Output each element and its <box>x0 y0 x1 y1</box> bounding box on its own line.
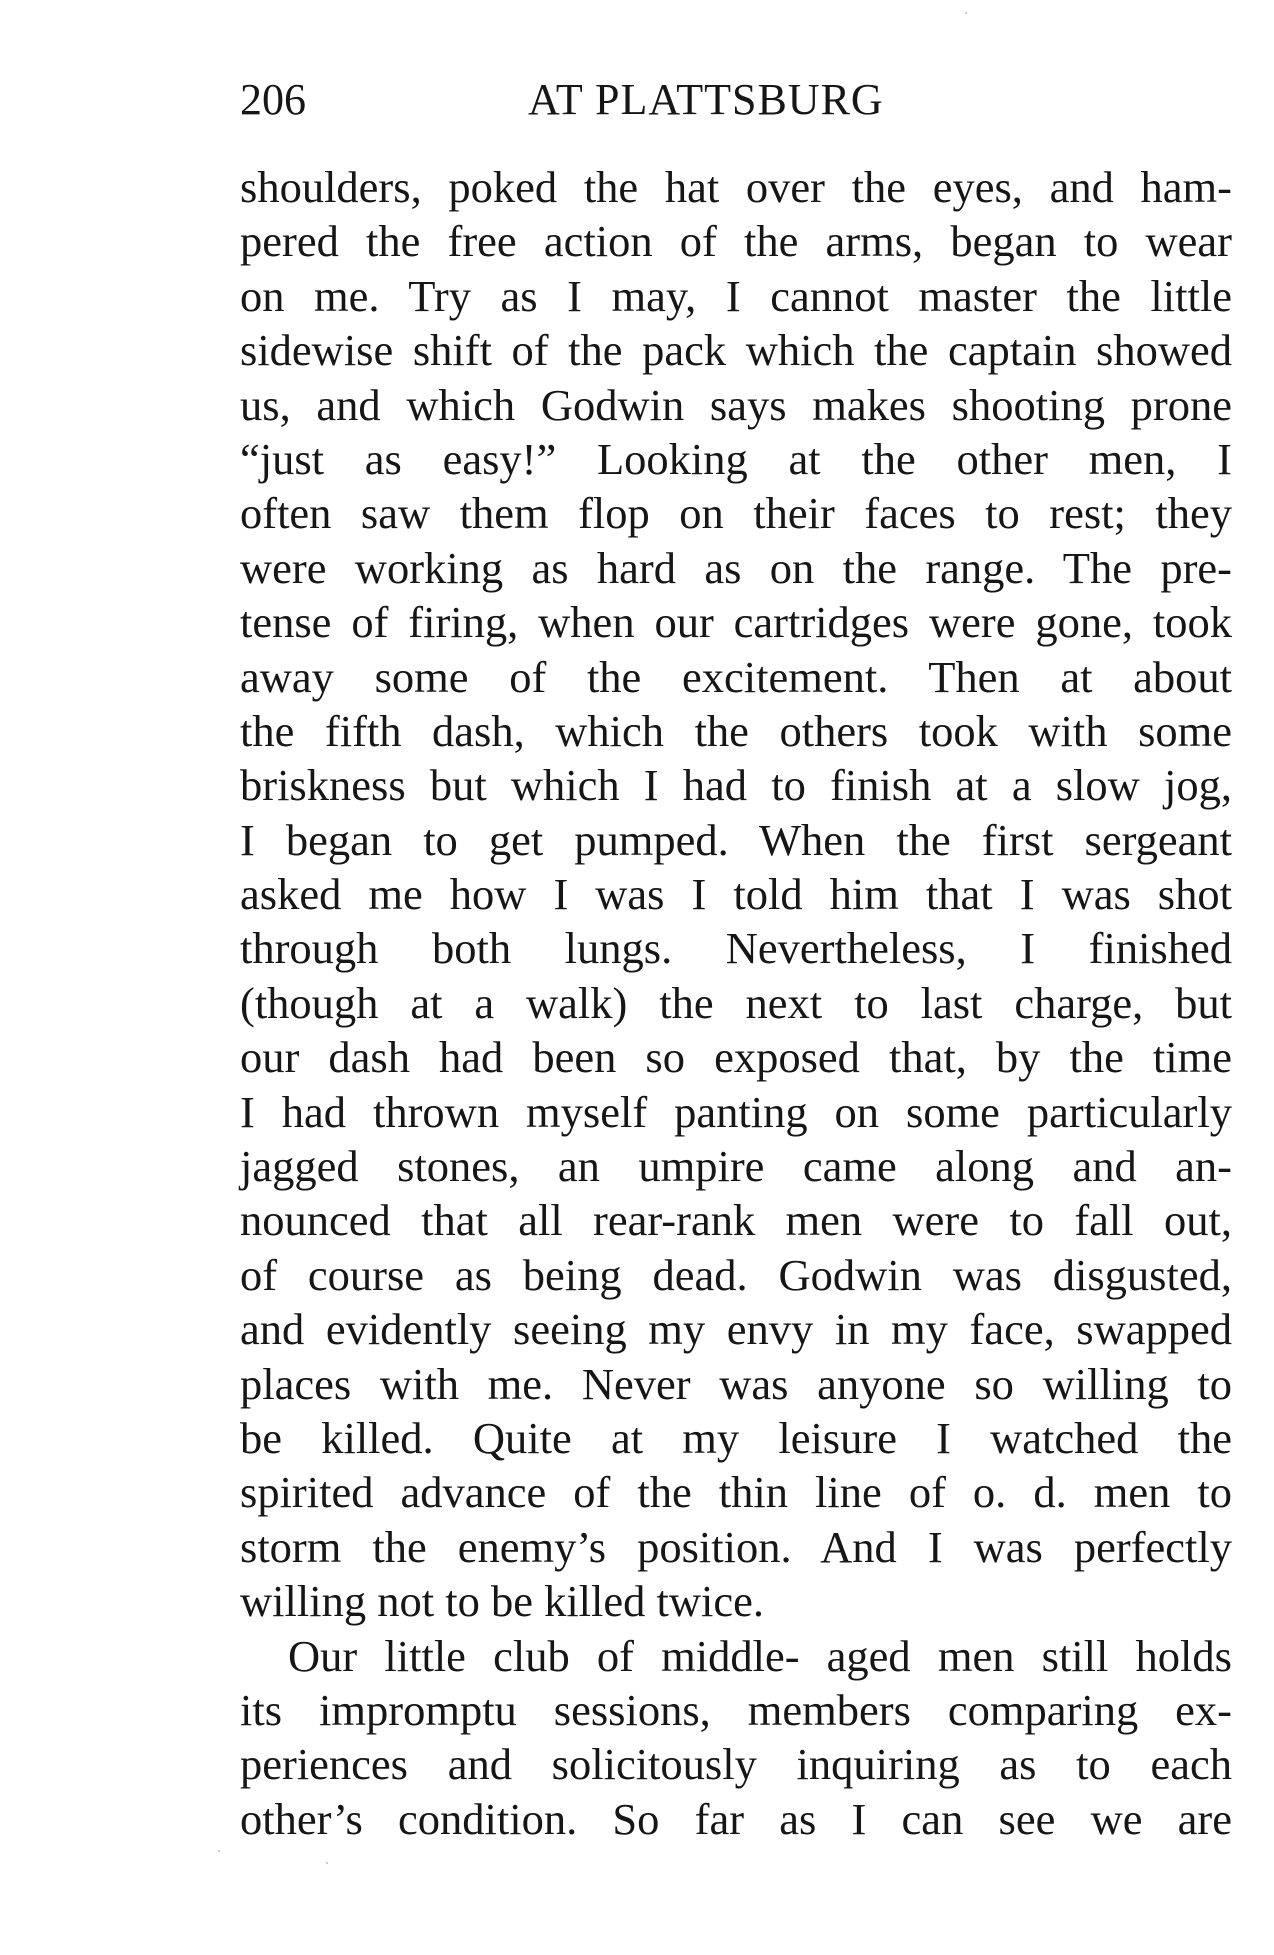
text-line: pered the free action of the arms, began to wear <box>240 216 1232 267</box>
text-line: periences and solicitously inquiring as to each <box>240 1739 1232 1790</box>
paragraph-start-line: Our little club of middle- aged men still holds <box>288 1630 1232 1681</box>
text-line: our dash had been so exposed that, by the time <box>240 1032 1232 1083</box>
text-line: briskness but which I had to finish at a slow jog, <box>240 760 1232 811</box>
text-line: places with me. Never was anyone so willing to <box>240 1358 1232 1409</box>
body-text <box>240 160 1232 1846</box>
text-line: spirited advance of the thin line of o. d. men to <box>240 1467 1232 1518</box>
text-line: jagged stones, an umpire came along and an- <box>240 1141 1232 1192</box>
text-line: often saw them flop on their faces to rest; they <box>240 488 1232 539</box>
running-title: AT PLATTSBURG <box>528 75 884 124</box>
text-line: were working as hard as on the range. The pre- <box>240 542 1232 593</box>
page-number: 206 <box>240 75 306 124</box>
text-line: nounced that all rear-rank men were to fall out, <box>240 1195 1232 1246</box>
text-line: be killed. Quite at my leisure I watched the <box>240 1412 1232 1463</box>
paper-speck <box>965 12 967 14</box>
text-line: asked me how I was I told him that I was shot <box>240 869 1232 920</box>
text-line: on me. Try as I may, I cannot master the little <box>240 270 1232 321</box>
text-line: of course as being dead. Godwin was disgusted, <box>240 1249 1232 1300</box>
paragraph-end-line: willing not to be killed twice. <box>240 1576 765 1627</box>
text-line: tense of firing, when our cartridges were gone, took <box>240 597 1232 648</box>
text-line: the fifth dash, which the others took with some <box>240 705 1232 756</box>
running-head <box>240 70 1232 130</box>
text-line: sidewise shift of the pack which the captain showed <box>240 325 1232 376</box>
text-line: away some of the excitement. Then at about <box>240 651 1232 702</box>
text-line: I began to get pumped. When the first sergeant <box>240 814 1232 865</box>
text-line: “just as easy!” Looking at the other men, I <box>240 433 1232 484</box>
text-line: (though at a walk) the next to last charge, but <box>240 977 1232 1028</box>
text-line: and evidently seeing my envy in my face, swapped <box>240 1304 1232 1355</box>
text-line: other’s condition. So far as I can see we are <box>240 1793 1232 1844</box>
text-line: storm the enemy’s position. And I was perfectly <box>240 1521 1232 1572</box>
text-line: us, and which Godwin says makes shooting prone <box>240 379 1232 430</box>
paper-speck <box>326 1862 328 1864</box>
text-line: through both lungs. Nevertheless, I finished <box>240 923 1232 974</box>
paper-speck <box>218 1850 220 1852</box>
text-line: its impromptu sessions, members comparing ex- <box>240 1684 1232 1735</box>
text-line: I had thrown myself panting on some particularly <box>240 1086 1232 1137</box>
text-line: shoulders, poked the hat over the eyes, and ham- <box>240 162 1232 212</box>
